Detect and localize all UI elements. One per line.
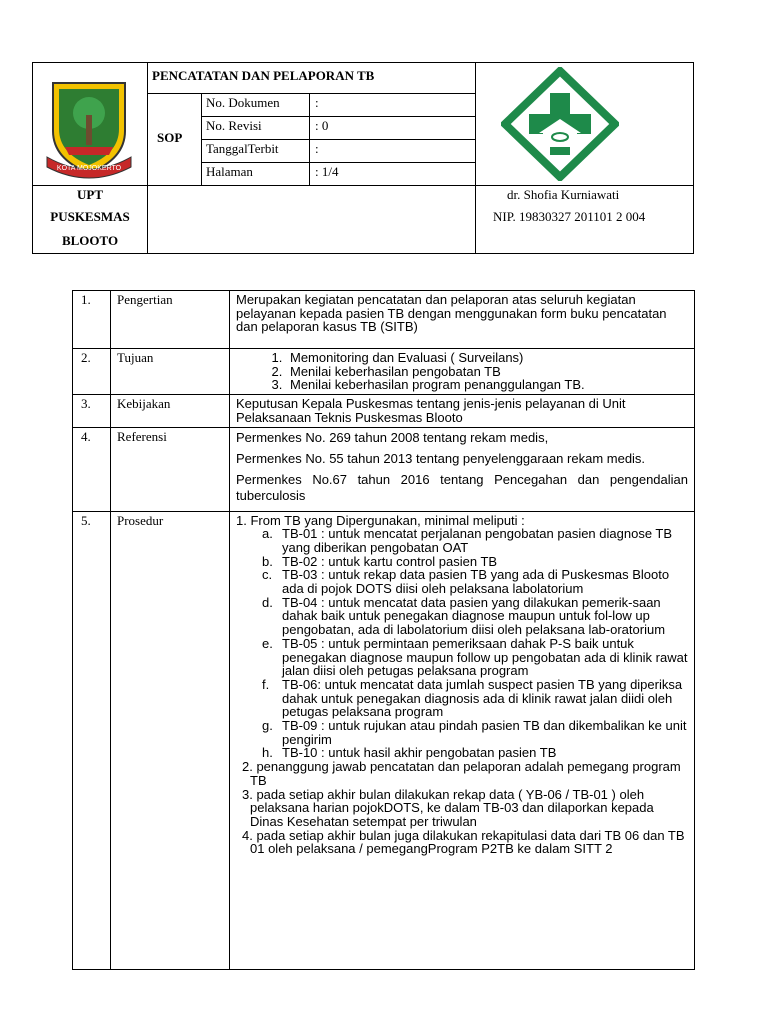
meta-label-issue-date: TanggalTerbit xyxy=(206,141,279,156)
procedure-step: 3. pada setiap akhir bulan dilakukan rekap data ( YB-06 / TB-01 ) oleh pelaksana harian pojokDOTS, ke dalam TB-03 dan dilaporkan kepada Dinas Kesehatan setempat per triwulan xyxy=(242,786,654,829)
list-item: 3. Menilai keberhasilan program penanggulangan TB. xyxy=(286,378,688,392)
row-number: 2. xyxy=(73,349,111,395)
definition-text: Merupakan kegiatan pencatatan dan pelaporan atas seluruh kegiatan pelayanan kepada pasien TB dengan menggunakan form buku pencatatan dan pelaporan kasus TB (SITB) xyxy=(230,291,695,349)
table-row xyxy=(73,291,695,349)
list-item: 1. Memonitoring dan Evaluasi ( Surveilans) xyxy=(286,351,688,365)
list-item: f. TB-06: untuk mencatat data jumlah suspect pasien TB yang diperiksa dahak untuk penegakan diagnosis ada di klinik rawat jalan diidi oleh petugas pelaksana program xyxy=(262,676,683,720)
table-row xyxy=(73,427,695,511)
signatory-name: dr. Shofia Kurniawati xyxy=(507,187,620,202)
row-label: Prosedur xyxy=(111,511,230,969)
procedure-step: 4. pada setiap akhir bulan juga dilakukan rekapitulasi data dari TB 06 dan TB 01 oleh pelaksana / pemegangProgram P2TB ke dalam SITT 2 xyxy=(242,827,685,857)
crest-logo xyxy=(39,69,139,181)
list-item: e. TB-05 : untuk permintaan pemeriksaan dahak P-S baik untuk penegakan diagnose maupun follow up pengobatan ada di klinik rawat jalan diisi oleh petugas pelaksana program xyxy=(262,635,688,679)
table-row xyxy=(73,511,695,969)
list-item: d. TB-04 : untuk mencatat data pasien yang dilakukan pemerik-saan dahak baik untuk penegakan diagnose maupun untuk fol-low up pengobatan, ada di labolatorium diisi oleh pelaksana lab-oratorium xyxy=(262,594,666,638)
row-number: 3. xyxy=(73,395,111,427)
sop-content-table xyxy=(72,290,695,970)
row-number: 4. xyxy=(73,427,111,511)
row-label: Kebijakan xyxy=(111,395,230,427)
crest-ribbon-text: KOTA MOJOKERTO xyxy=(56,165,122,172)
row-label: Tujuan xyxy=(111,349,230,395)
sop-label: SOP xyxy=(157,130,183,145)
meta-label-page: Halaman xyxy=(206,164,253,179)
purpose-list xyxy=(230,349,695,395)
meta-value-revision: : 0 xyxy=(315,118,329,133)
org-line-puskesmas: PUSKESMAS xyxy=(50,209,130,224)
row-number: 5. xyxy=(73,511,111,969)
row-label: Pengertian xyxy=(111,291,230,349)
table-row xyxy=(73,349,695,395)
table-row xyxy=(73,395,695,427)
document-title: PENCATATAN DAN PELAPORAN TB xyxy=(152,68,375,83)
puskesmas-logo xyxy=(501,67,619,181)
meta-label-revision: No. Revisi xyxy=(206,118,262,133)
document-header xyxy=(32,62,694,254)
list-item: Permenkes No.67 tahun 2016 tentang Pencegahan dan pengendalian tuberculosis xyxy=(236,471,688,503)
list-item: Permenkes No. 269 tahun 2008 tentang rekam medis, xyxy=(236,429,549,445)
procedure-text xyxy=(230,511,695,969)
list-item: c. TB-03 : untuk rekap data pasien TB yang ada di Puskesmas Blooto ada di pojok DOTS diisi oleh pelaksana labolatorium xyxy=(262,567,670,597)
meta-value-document-no: : xyxy=(315,95,319,110)
list-item: g. TB-09 : untuk rujukan atau pindah pasien TB dan dikembalikan ke unit pengirim xyxy=(262,718,687,747)
list-item: Permenkes No. 55 tahun 2013 tentang penyelenggaraan rekam medis. xyxy=(236,450,646,466)
row-number: 1. xyxy=(73,291,111,349)
org-line-blooto: BLOOTO xyxy=(61,233,119,248)
signatory-nip: NIP. 19830327 201101 2 004 xyxy=(493,209,646,224)
row-label: Referensi xyxy=(111,427,230,511)
list-item: h. TB-10 : untuk hasil akhir pengobatan pasien TB xyxy=(262,745,557,761)
list-item: 2. Menilai keberhasilan pengobatan TB xyxy=(286,365,688,379)
list-item: a. TB-01 : untuk mencatat perjalanan pengobatan pasien diagnose TB yang diberikan pengobatan OAT xyxy=(262,526,673,555)
policy-text: Keputusan Kepala Puskesmas tentang jenis-jenis pelayanan di Unit Pelaksanaan Teknis Puskesmas Blooto xyxy=(230,395,695,427)
procedure-step: 1. From TB yang Dipergunakan, minimal meliputi : xyxy=(236,512,525,528)
meta-label-document-no: No. Dokumen xyxy=(206,95,280,110)
org-line-upt: UPT xyxy=(77,187,103,202)
procedure-step: 2. penanggung jawab pencatatan dan pelaporan adalah pemegang program TB xyxy=(242,759,681,788)
list-item: b. TB-02 : untuk kartu control pasien TB xyxy=(262,553,498,569)
meta-value-page: : 1/4 xyxy=(315,164,339,179)
reference-list xyxy=(230,427,695,511)
meta-value-issue-date: : xyxy=(315,141,319,156)
